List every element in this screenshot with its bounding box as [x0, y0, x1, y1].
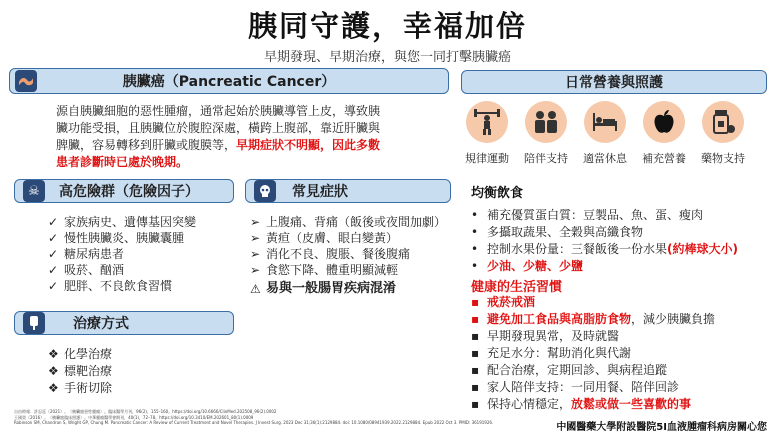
- risk-header: [14, 179, 234, 203]
- iv-bag-icon: [23, 312, 45, 334]
- weightlifting-icon: [466, 101, 508, 143]
- check-icon: ✓: [48, 231, 59, 245]
- arrow-icon: ➢: [250, 263, 261, 277]
- square-bullet-icon: ▪: [471, 363, 480, 377]
- reference-line: 自由時報．許忍廷（2021）。〈胰臟癌惡性腫瘤〉。臨床醫學月刊，96(2)，155–160。https://doi.org/10.6666/ClinMed.202508_96(2).0002: [14, 409, 277, 414]
- list-item: ❖ 標靶治療: [48, 364, 113, 378]
- list-item: ▪ 保持心情穩定， 放鬆或做一些喜歡的事: [471, 397, 692, 411]
- risk-list: [48, 214, 196, 294]
- list-item: ➢ 上腹痛、背痛（飯後或夜間加劇）: [250, 215, 447, 229]
- square-bullet-icon: ▪: [471, 380, 480, 394]
- list-item: ✓ 家族病史、遺傳基因突變: [48, 215, 197, 229]
- diamond-bullet-icon: ❖: [48, 347, 59, 361]
- references: [14, 409, 494, 426]
- list-item: • 多攝取蔬果、全穀與高纖食物: [471, 225, 644, 239]
- list-item: ➢ 黃疸（皮膚、眼白變黃）: [250, 231, 399, 245]
- skull-crossbones-icon: ☠: [23, 180, 45, 202]
- bullet-icon: •: [471, 225, 479, 239]
- list-item: ▪ 家人陪伴支持：一同用餐、陪伴回診: [471, 380, 680, 394]
- list-item: ▪ 戒菸戒酒: [471, 295, 536, 309]
- list-item: ❖ 手術切除: [48, 381, 113, 395]
- square-bullet-icon: ▪: [471, 397, 480, 411]
- care-item-medication: 藥物支持: [693, 101, 753, 166]
- list-item: ✓ 肥胖、不良飲食習慣: [48, 279, 173, 293]
- care-item-nutrition: 補充營養: [634, 101, 694, 166]
- pancreatic-header-label: 胰臟癌（Pancreatic Cancer）: [122, 74, 336, 90]
- risk-header-label: 高危險群（危險因子）: [59, 184, 199, 200]
- list-item: ❖ 化學治療: [48, 347, 113, 361]
- symptoms-warning: 易與一般腸胃疾病混淆: [266, 281, 397, 296]
- family-icon: [525, 101, 567, 143]
- diamond-bullet-icon: ❖: [48, 381, 59, 395]
- page-title: 胰同守護，幸福加倍: [247, 9, 527, 43]
- list-item: • 補充優質蛋白質：豆製品、魚、蛋、瘦肉: [471, 208, 704, 222]
- care-item-rest: 適當休息: [575, 101, 635, 166]
- list-item: • 少油、少糖、少鹽: [471, 259, 584, 273]
- check-icon: ✓: [48, 215, 59, 229]
- diet-title: 均衡飲食: [471, 186, 524, 201]
- bullet-icon: •: [471, 208, 479, 222]
- list-item: ✓ 慢性胰臟炎、胰臟囊腫: [48, 231, 185, 245]
- list-item: ▪ 充足水分：幫助消化與代謝: [471, 346, 632, 360]
- symptoms-list: [250, 214, 446, 297]
- pill-bottle-icon: [702, 101, 744, 143]
- check-icon: ✓: [48, 279, 59, 293]
- bullet-icon: •: [471, 259, 479, 273]
- treatment-list: [48, 346, 112, 397]
- list-item: ▪ 避免加工食品與高脂肪食物 ，減少胰臟負擔: [471, 312, 716, 326]
- list-item: ▪ 早期發現異常，及時就醫: [471, 329, 620, 343]
- symptoms-header: [245, 179, 451, 203]
- desc-red: 早期症狀不明顯，因此多數患者診斷時已處於晚期。: [56, 138, 381, 169]
- habits-title: 健康的生活習慣: [471, 280, 563, 295]
- arrow-icon: ➢: [250, 247, 261, 261]
- check-icon: ✓: [48, 247, 59, 261]
- symptoms-header-label: 常見症狀: [292, 184, 348, 200]
- red-square-bullet-icon: ▪: [471, 312, 480, 326]
- care-item-support: 陪伴支持: [516, 101, 576, 166]
- bullet-icon: •: [471, 242, 479, 256]
- pancreatic-description: [56, 103, 386, 171]
- bed-icon: [584, 101, 626, 143]
- pancreas-icon: [15, 70, 37, 92]
- list-item: ▪ 配合治療，定期回診、與病程追蹤: [471, 363, 668, 377]
- treatment-header: [14, 311, 234, 335]
- diet-list: [471, 207, 738, 275]
- treatment-header-label: 治療方式: [73, 316, 129, 332]
- reference-line: 王國榮（2016）。〈胰臟癌臨床照護〉。中華腫瘤醫學會期刊，40(1)，72–78。https://doi.org/10.3410/EM.202601_80(1).0009: [14, 414, 254, 420]
- apple-icon: [643, 101, 685, 143]
- list-item: ✓ 糖尿病患者: [48, 247, 125, 261]
- square-bullet-icon: ▪: [471, 346, 480, 360]
- check-icon: ✓: [48, 263, 59, 277]
- habits-list: [471, 294, 715, 413]
- reference-line: Robinson SM, Chandran S, Wright GP, Chung M. Pancreatic Cancer: A Review of Current Treatment and Novel Therapies. J Invest Surg. 2023 Dec 31;36(1):2129884. doi: 10.1080/08941939.2022.2129884. Epub 2022 Oct 3. PMID: 36191926.: [14, 420, 494, 425]
- care-header: 日常營養與照護: [461, 70, 767, 94]
- diamond-bullet-icon: ❖: [48, 364, 59, 378]
- list-item: • 控制水果份量：三餐飯後一份水果 (約棒球大小): [471, 242, 738, 256]
- list-item: [250, 281, 446, 297]
- care-item-exercise: 規律運動: [457, 101, 517, 166]
- square-bullet-icon: ▪: [471, 329, 480, 343]
- warning-icon: ⚠: [250, 282, 261, 296]
- list-item: ➢ 食慾下降、體重明顯減輕: [250, 263, 399, 277]
- pancreatic-header: [9, 68, 449, 94]
- red-square-bullet-icon: ▪: [471, 295, 480, 309]
- arrow-icon: ➢: [250, 231, 261, 245]
- arrow-icon: ➢: [250, 215, 261, 229]
- list-item: ✓ 吸菸、酗酒: [48, 263, 125, 277]
- page-subtitle: 早期發現、早期治療，與您一同打擊胰臟癌: [263, 50, 511, 65]
- footer-credit: 中國醫藥大學附設醫院5I血液腫瘤科病房關心您: [556, 422, 767, 433]
- list-item: ➢ 消化不良、腹脹、餐後腹痛: [250, 247, 411, 261]
- skull-icon: [254, 180, 276, 202]
- desc-normal: 源自胰臟細胞的惡性腫瘤，通常起始於胰臟導管上皮，導致胰臟功能受損，且胰臟位於腹腔深處，橫跨上腹部，靠近肝臟與脾臟，容易轉移到肝臟或腹膜等，: [56, 104, 381, 152]
